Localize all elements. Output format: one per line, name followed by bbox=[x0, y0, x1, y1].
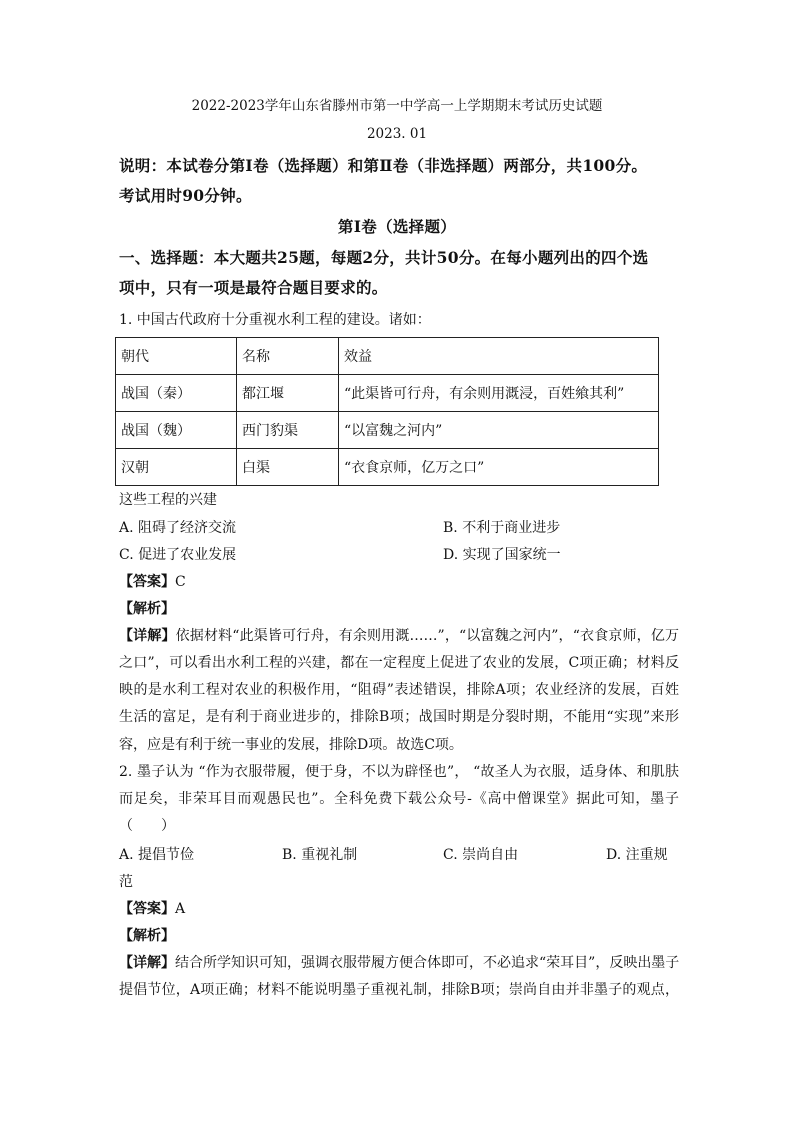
table-header-row bbox=[116, 338, 659, 375]
table-cell: “以富魏之河内” bbox=[339, 412, 659, 449]
table-header-cell: 朝代 bbox=[116, 338, 237, 375]
section-heading: 第Ⅰ卷（选择题） bbox=[337, 217, 457, 236]
answer-value: C bbox=[175, 574, 186, 590]
question-2-answer bbox=[119, 899, 679, 919]
table-cell: 西门豹渠 bbox=[237, 412, 339, 449]
answer-value: A bbox=[175, 901, 186, 917]
table-cell: 都江堰 bbox=[237, 375, 339, 412]
table-row bbox=[116, 449, 659, 486]
exam-date: 2023. 01 bbox=[366, 126, 428, 142]
question-2-detail-line-1 bbox=[119, 953, 679, 973]
question-2-analysis-label: 【解析】 bbox=[119, 928, 175, 944]
question-1-option-a: A. 阻碍了经济交流 bbox=[119, 520, 237, 536]
question-1-detail-line-3: 映的是水利工程对农业的积极作用，“阻碍”表述错误，排除A项；农业经济的发展，百姓 bbox=[119, 682, 679, 698]
question-2-stem-line-1: 2. 墨子认为 “作为衣服带履，便于身，不以为辟怪也”， “故圣人为衣服，适身体、和肌肤 bbox=[119, 764, 679, 780]
table-row bbox=[116, 375, 659, 412]
question-2-option-d: D. 注重规 bbox=[606, 847, 668, 863]
table-cell: 白渠 bbox=[237, 449, 339, 486]
question-1-option-c: C. 促进了农业发展 bbox=[119, 547, 237, 563]
table-cell: 汉朝 bbox=[116, 449, 237, 486]
detail-text: 依据材料“此渠皆可行舟，有余则用溉……”，“以富魏之河内”，“衣食京师，亿万 bbox=[175, 628, 679, 644]
table-cell: 战国（秦） bbox=[116, 375, 237, 412]
answer-label: 【答案】 bbox=[119, 574, 175, 590]
question-1-prompt: 这些工程的兴建 bbox=[119, 492, 217, 508]
question-2-option-d-continued: 范 bbox=[119, 874, 133, 890]
question-1-detail-line-4: 生活的富足，是有利于商业进步的，排除B项；战国时期是分裂时期，不能用“实现”来形 bbox=[119, 709, 679, 725]
irrigation-table bbox=[115, 337, 659, 486]
question-1-option-b: B. 不利于商业进步 bbox=[443, 520, 561, 536]
question-1-option-d: D. 实现了国家统一 bbox=[443, 547, 561, 563]
table-cell: 战国（魏） bbox=[116, 412, 237, 449]
table-header-cell: 效益 bbox=[339, 338, 659, 375]
instructions-line-1: 说明：本试卷分第Ⅰ卷（选择题）和第Ⅱ卷（非选择题）两部分，共100分。 bbox=[119, 156, 648, 175]
question-1-answer bbox=[119, 572, 679, 592]
section-description-2: 项中，只有一项是最符合题目要求的。 bbox=[119, 278, 388, 297]
detail-label: 【详解】 bbox=[119, 628, 176, 644]
question-2-option-a: A. 提倡节俭 bbox=[119, 847, 195, 863]
table-row bbox=[116, 412, 659, 449]
question-1-stem: 1. 中国古代政府十分重视水利工程的建设。诸如： bbox=[119, 312, 431, 328]
question-2-stem-line-2: 而足矣，非荣耳目而观愚民也”。全科免费下载公众号-《高中僧课堂》据此可知，墨子 bbox=[119, 791, 679, 807]
question-1-detail-line-2: 之口”，可以看出水利工程的兴建，都在一定程度上促进了农业的发展，C项正确；材料反 bbox=[119, 655, 679, 671]
instructions-line-2: 考试用时90分钟。 bbox=[119, 186, 252, 205]
question-1-analysis-label: 【解析】 bbox=[119, 601, 175, 617]
exam-title: 2022-2023学年山东省滕州市第一中学高一上学期期末考试历史试题 bbox=[191, 98, 603, 114]
table-header-cell: 名称 bbox=[237, 338, 339, 375]
question-1-detail-line-1 bbox=[119, 626, 679, 646]
question-2-stem-line-3: （ ） bbox=[119, 818, 175, 834]
section-description-1: 一、选择题：本大题共25题，每题2分，共计50分。在每小题列出的四个选 bbox=[119, 248, 649, 267]
question-2-detail-line-2: 提倡节位，A项正确；材料不能说明墨子重视礼制，排除B项；崇尚自由并非墨子的观点， bbox=[119, 982, 679, 998]
question-1-detail-line-5: 容，应是有利于统一事业的发展，排除D项。故选C项。 bbox=[119, 737, 463, 753]
detail-text: 结合所学知识可知，强调衣服带履方便合体即可，不必追求“荣耳目”，反映出墨子 bbox=[175, 955, 680, 971]
question-2-option-b: B. 重视礼制 bbox=[282, 847, 358, 863]
table-cell: “此渠皆可行舟，有余则用溉浸，百姓飨其利” bbox=[339, 375, 659, 412]
detail-label: 【详解】 bbox=[119, 955, 175, 971]
answer-label: 【答案】 bbox=[119, 901, 175, 917]
question-2-option-c: C. 崇尚自由 bbox=[443, 847, 519, 863]
table-cell: “衣食京师，亿万之口” bbox=[339, 449, 659, 486]
